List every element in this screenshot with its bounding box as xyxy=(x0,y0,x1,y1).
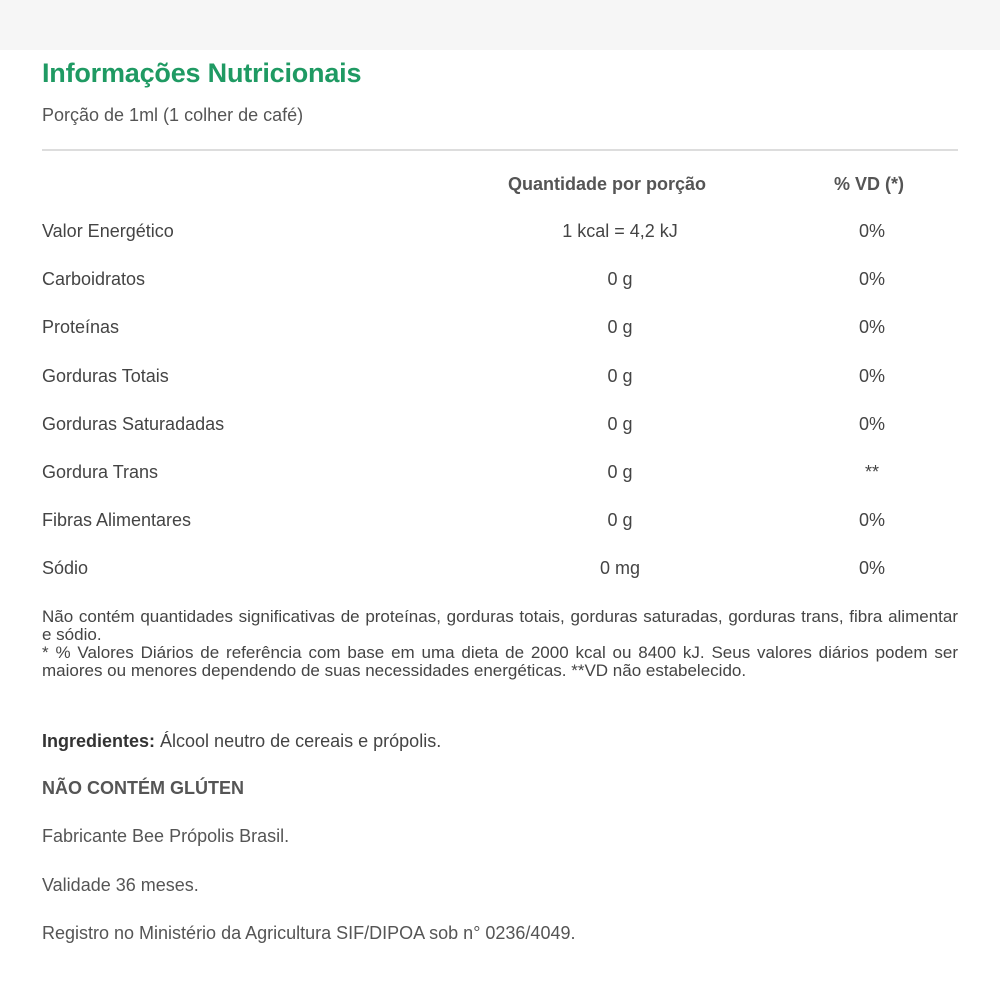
nutrition-notes xyxy=(42,608,958,680)
nutrient-daily-value: 0% xyxy=(858,510,885,530)
nutrient-daily-value: 0% xyxy=(858,269,885,289)
table-row xyxy=(42,269,958,299)
gluten-notice: NÃO CONTÉM GLÚTEN xyxy=(42,778,244,798)
nutrient-name: Fibras Alimentares xyxy=(42,510,192,530)
nutrient-name: Gorduras Saturadadas xyxy=(42,414,225,434)
nutrient-name: Sódio xyxy=(42,558,89,578)
table-row xyxy=(42,558,958,588)
nutrient-name: Valor Energético xyxy=(42,221,174,241)
nutrient-name: Gordura Trans xyxy=(42,462,159,482)
nutrient-name: Proteínas xyxy=(42,317,120,337)
ingredients-label: Ingredientes: xyxy=(42,731,156,751)
nutrient-quantity: 0 g xyxy=(607,366,633,386)
validity: Validade 36 meses. xyxy=(42,875,199,895)
nutrient-quantity: 0 g xyxy=(607,317,633,337)
table-row xyxy=(42,317,958,347)
nutrient-daily-value: 0% xyxy=(858,317,885,337)
nutrient-name: Carboidratos xyxy=(42,269,146,289)
nutrient-name: Gorduras Totais xyxy=(42,366,169,386)
header-quantity: Quantidade por porção xyxy=(508,174,707,194)
nutrient-quantity: 0 g xyxy=(607,510,633,530)
manufacturer: Fabricante Bee Própolis Brasil. xyxy=(42,826,290,846)
nutrient-daily-value: ** xyxy=(864,462,879,482)
table-row xyxy=(42,462,958,492)
registry: Registro no Ministério da Agricultura SIF/DIPOA sob n° 0236/4049. xyxy=(42,923,576,943)
top-bar xyxy=(0,0,1000,50)
nutrient-daily-value: 0% xyxy=(858,558,885,578)
notes-insignificant: Não contém quantidades significativas de proteínas, gorduras totais, gorduras saturadas, gorduras trans, fibra alimentar e sódio. xyxy=(42,607,958,644)
nutrient-daily-value: 0% xyxy=(858,221,885,241)
nutrient-quantity: 0 g xyxy=(607,414,633,434)
ingredients-text: Álcool neutro de cereais e própolis. xyxy=(155,731,442,751)
table-row xyxy=(42,366,958,396)
nutrient-quantity: 0 g xyxy=(607,462,633,482)
portion-size: Porção de 1ml (1 colher de café) xyxy=(42,105,304,125)
nutrient-quantity: 0 g xyxy=(607,269,633,289)
nutrient-quantity: 0 mg xyxy=(599,558,641,578)
ingredients xyxy=(42,731,441,752)
nutrient-daily-value: 0% xyxy=(858,414,885,434)
nutrient-quantity: 1 kcal = 4,2 kJ xyxy=(562,221,678,241)
nutrient-daily-value: 0% xyxy=(858,366,885,386)
page-title: Informações Nutricionais xyxy=(42,58,362,88)
notes-daily-value-reference: * % Valores Diários de referência com base em uma dieta de 2000 kcal ou 8400 kJ. Seus valores diários podem ser maiores ou menores dependendo de suas necessidades energéticas. **VD não estabelecido. xyxy=(42,643,958,680)
header-daily-value: % VD (*) xyxy=(834,174,905,194)
table-row xyxy=(42,510,958,540)
table-row xyxy=(42,221,958,251)
divider xyxy=(42,149,958,151)
table-row xyxy=(42,414,958,444)
